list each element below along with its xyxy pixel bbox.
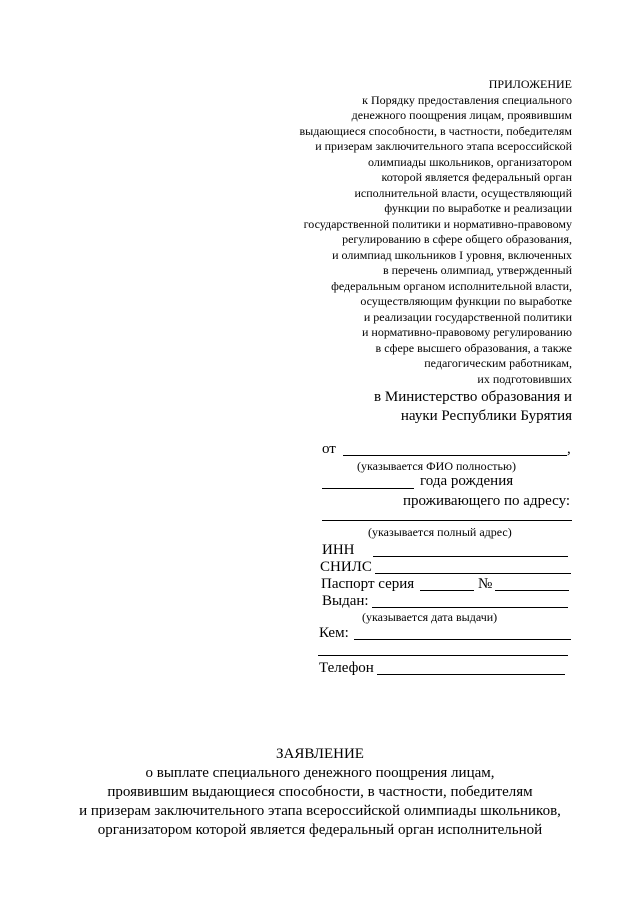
appendix-line: их подготовивших — [477, 371, 572, 386]
appendix-line: педагогическим работникам, — [424, 356, 572, 370]
addressee-line-1: в Министерство образования и — [374, 389, 572, 405]
issued-by-field-continued[interactable] — [318, 655, 568, 656]
fio-field[interactable] — [343, 455, 567, 456]
appendix-line: и нормативно-правовому регулированию — [362, 325, 572, 339]
address-label: проживающего по адресу: — [403, 493, 571, 509]
addressee-line-2: науки Республики Бурятия — [400, 408, 572, 424]
appendix-line: и олимпиад школьников I уровня, включенных — [332, 247, 572, 262]
application-subtitle-line: проявившим выдающиеся способности, в частности, победителям — [107, 784, 533, 800]
appendix-line: в перечень олимпиад, утвержденный — [382, 263, 572, 277]
appendix-line: федеральным органом исполнительной власти, — [331, 278, 572, 293]
passport-number-field[interactable] — [495, 590, 569, 591]
issued-by-label: Кем: — [319, 625, 349, 641]
issued-by-field[interactable] — [354, 639, 571, 640]
from-label: от — [322, 441, 336, 457]
issued-label: Выдан: — [322, 593, 369, 609]
snils-label: СНИЛС — [320, 559, 372, 575]
application-subtitle-line: организатором которой является федеральный орган исполнительной — [97, 822, 543, 838]
inn-field[interactable] — [373, 556, 568, 557]
birth-year-label: года рождения — [420, 473, 514, 489]
appendix-line: олимпиады школьников, организатором — [368, 154, 572, 169]
issued-date-hint: (указывается дата выдачи) — [362, 610, 498, 624]
application-subtitle-line: и призерам заключительного этапа всероссийской олимпиады школьников, — [79, 803, 561, 819]
appendix-line: и призерам заключительного этапа всероссийской — [315, 139, 572, 153]
appendix-heading: ПРИЛОЖЕНИЕ — [488, 77, 572, 91]
address-hint: (указывается полный адрес) — [368, 525, 512, 539]
appendix-line: которой является федеральный орган — [381, 170, 572, 184]
address-field[interactable] — [322, 520, 572, 521]
application-subtitle-line: о выплате специального денежного поощрения лицам, — [145, 765, 495, 781]
appendix-line: денежного поощрения лицам, проявившим — [351, 108, 572, 122]
birth-year-field[interactable] — [322, 488, 414, 489]
fio-hint: (указывается ФИО полностью) — [357, 459, 516, 473]
appendix-line: функции по выработке и реализации — [384, 201, 572, 215]
appendix-line: к Порядку предоставления специального — [362, 92, 572, 107]
appendix-line: и реализации государственной политики — [363, 309, 572, 324]
phone-field[interactable] — [377, 674, 565, 675]
application-title-block — [0, 745, 640, 840]
issued-date-field[interactable] — [372, 607, 568, 608]
passport-number-label: № — [478, 576, 493, 592]
appendix-line: в сфере высшего образования, а также — [375, 340, 572, 355]
appendix-line: государственной политики и нормативно-правовому — [303, 216, 572, 231]
appendix-line: осуществляющим функции по выработке — [360, 294, 572, 308]
passport-series-label: Паспорт серия — [321, 576, 415, 592]
appendix-line: регулированию в сфере общего образования, — [342, 232, 572, 246]
inn-label: ИНН — [322, 542, 355, 558]
from-comma: , — [567, 441, 571, 457]
phone-label: Телефон — [319, 660, 374, 676]
appendix-line: исполнительной власти, осуществляющий — [354, 185, 572, 200]
appendix-line: выдающиеся способности, в частности, победителям — [299, 123, 572, 138]
snils-field[interactable] — [375, 573, 571, 574]
application-heading: ЗАЯВЛЕНИЕ — [276, 746, 364, 762]
passport-series-field[interactable] — [420, 590, 474, 591]
